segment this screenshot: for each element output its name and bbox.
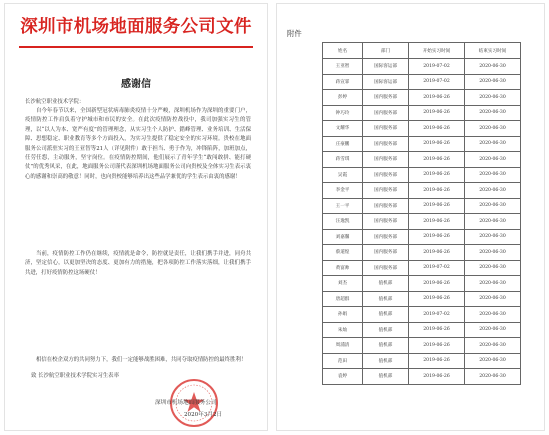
intern-name-cell: 庄豪鹏 [323,136,363,152]
table-row [323,307,521,323]
table-row [323,152,521,168]
table-row [323,291,521,307]
department-cell: 值机部 [363,291,409,307]
end-date-cell: 2020-06-30 [465,260,521,276]
intern-name-cell: 彭婷 [323,90,363,106]
start-date-cell: 2019-06-26 [409,183,465,199]
intern-name-cell: 袁婷 [323,369,363,385]
table-row [323,90,521,106]
end-date-cell: 2020-06-30 [465,307,521,323]
end-date-cell: 2020-06-30 [465,121,521,137]
start-date-cell: 2019-06-26 [409,353,465,369]
addressee: 长沙航空职业技术学院： [25,99,85,105]
roster-body [323,59,521,385]
attachment-page [276,3,545,431]
start-date-cell: 2019-06-26 [409,338,465,354]
table-row [323,353,521,369]
intern-name-cell: 王一平 [323,198,363,214]
department-cell: 国内服务部 [363,260,409,276]
end-date-cell: 2020-06-30 [465,229,521,245]
start-date-cell: 2019-06-26 [409,198,465,214]
column-header: 部门 [363,43,409,59]
end-date-cell: 2020-06-30 [465,105,521,121]
table-row [323,59,521,75]
department-cell: 国内服务部 [363,245,409,261]
end-date-cell: 2020-06-30 [465,322,521,338]
end-date-cell: 2020-06-30 [465,276,521,292]
letter-page [4,3,268,431]
table-row [323,105,521,121]
intern-name-cell: 汪逸凯 [323,214,363,230]
table-row [323,322,521,338]
department-cell: 国内服务部 [363,90,409,106]
table-row [323,121,521,137]
end-date-cell: 2020-06-30 [465,291,521,307]
start-date-cell: 2019-06-26 [409,121,465,137]
department-cell: 值机部 [363,369,409,385]
end-date-cell: 2020-06-30 [465,74,521,90]
table-row [323,214,521,230]
table-row [323,136,521,152]
table-row [323,245,521,261]
intern-name-cell: 李金平 [323,183,363,199]
header-rule [19,46,253,48]
signing-date: 2020年3月2日 [184,412,223,418]
column-header: 开始实习时间 [409,43,465,59]
department-cell: 值机部 [363,307,409,323]
department-cell: 值机部 [363,353,409,369]
column-header: 结束实习时间 [465,43,521,59]
letter-paragraph: 自今年春节以来，全国新型冠状病毒肺炎疫情十分严峻，深圳机场作为深圳的重要门户，疫情防控工作肩负着守护城市和市民的安全。在此次疫情防控战役中，我司加强实习生的管理，以“以人为本、宽严有度”的管理理念，从实习生个人防护、錯峰管理、业务培训、生活保障、思想稳定、职业教育等多个方面投入，为实习生提供了稳定安全的实习环境。贵校在地面服务公司派驻实习的王亚智等21人（详见附件）敢于担当、勇于作为，冲锋陷阵，加班加点，任劳任怨，主动服务，坚守岗位。在疫情防控期间，他们展示了青年学生“敢闯敢拼、能打硬仗”的优秀风采，在此，地面服务公司谨代表深圳机场地面服务公司向贵校及全体实习生表示衷心的感谢和崇高的敬意！同时，也向贵校能够培养出这些品学兼优的学生表示由衷的感谢！ [25,108,251,180]
intern-name-cell: 蔡道煌 [323,245,363,261]
start-date-cell: 2019-06-26 [409,105,465,121]
table-header-row [323,43,521,59]
table-row [323,167,521,183]
table-row [323,338,521,354]
start-date-cell: 2019-06-26 [409,136,465,152]
intern-name-cell: 孙娟 [323,307,363,323]
department-cell: 国内服务部 [363,183,409,199]
start-date-cell: 2019-06-26 [409,291,465,307]
department-cell: 国内服务部 [363,229,409,245]
end-date-cell: 2020-06-30 [465,214,521,230]
end-date-cell: 2020-06-30 [465,245,521,261]
intern-name-cell: 范田 [323,353,363,369]
department-cell: 国内服务部 [363,136,409,152]
start-date-cell: 2019-06-26 [409,90,465,106]
department-cell: 值机部 [363,276,409,292]
end-date-cell: 2020-06-30 [465,183,521,199]
intern-name-cell: 文耀华 [323,121,363,137]
start-date-cell: 2019-06-26 [409,214,465,230]
intern-name-cell: 黄富帅 [323,260,363,276]
department-cell: 国际客运部 [363,74,409,90]
department-cell: 国内服务部 [363,105,409,121]
end-date-cell: 2020-06-30 [465,353,521,369]
document-header: 深圳市机场地面服务公司文件 [20,17,252,37]
intern-roster-table [322,42,521,385]
department-cell: 国内服务部 [363,198,409,214]
start-date-cell: 2019-07-02 [409,307,465,323]
end-date-cell: 2020-06-30 [465,338,521,354]
department-cell: 值机部 [363,322,409,338]
start-date-cell: 2019-06-26 [409,369,465,385]
start-date-cell: 2019-06-26 [409,322,465,338]
intern-name-cell: 朱灿 [323,322,363,338]
table-row [323,276,521,292]
column-header: 姓名 [323,43,363,59]
letter-paragraph: 相信在校企双方的共同努力下，我们一定能够战胜困难，共同夺取疫情防控的最终胜利！ [36,357,247,363]
department-cell: 国内服务部 [363,214,409,230]
end-date-cell: 2020-06-30 [465,152,521,168]
intern-name-cell: 钟巧玲 [323,105,363,121]
table-row [323,198,521,214]
intern-name-cell: 蒋雪琪 [323,152,363,168]
intern-name-cell: 唐超群 [323,291,363,307]
start-date-cell: 2019-07-02 [409,74,465,90]
intern-name-cell: 蒋宣霏 [323,74,363,90]
end-date-cell: 2020-06-30 [465,136,521,152]
start-date-cell: 2019-06-26 [409,152,465,168]
end-date-cell: 2020-06-30 [465,198,521,214]
intern-name-cell: 王亚智 [323,59,363,75]
end-date-cell: 2020-06-30 [465,369,521,385]
table-row [323,260,521,276]
end-date-cell: 2020-06-30 [465,59,521,75]
start-date-cell: 2019-07-02 [409,260,465,276]
table-row [323,183,521,199]
start-date-cell: 2019-06-26 [409,245,465,261]
intern-name-cell: 吴霞 [323,167,363,183]
letter-title: 感谢信 [121,79,151,90]
department-cell: 国内服务部 [363,152,409,168]
table-row [323,229,521,245]
intern-name-cell: 刘杰 [323,276,363,292]
letter-paragraph: 当前，疫情防控工作仍在继续，疫情就是命令，防控就是责任，让我们携手并进，同舟共济，坚定信心，以更加坚决的态度、更加有力的措施，把各项防控工作落实落细，让我们携手共进，打好疫情防控这场硬仗！ [25,251,251,276]
intern-name-cell: 周浦清 [323,338,363,354]
signature-line: 致 长沙航空职业技术学院实习生表率 [31,373,119,379]
end-date-cell: 2020-06-30 [465,90,521,106]
intern-name-cell: 刘嘉馨 [323,229,363,245]
start-date-cell: 2019-07-02 [409,59,465,75]
start-date-cell: 2019-06-26 [409,167,465,183]
department-cell: 值机部 [363,338,409,354]
department-cell: 国际客运部 [363,59,409,75]
department-cell: 国内服务部 [363,167,409,183]
department-cell: 国内服务部 [363,121,409,137]
start-date-cell: 2019-06-26 [409,229,465,245]
attachment-label: 附件 [287,29,302,38]
end-date-cell: 2020-06-30 [465,167,521,183]
table-row [323,74,521,90]
start-date-cell: 2019-06-26 [409,276,465,292]
signing-organization: 深圳市机场地面服务公司 [155,400,217,406]
table-row [323,369,521,385]
